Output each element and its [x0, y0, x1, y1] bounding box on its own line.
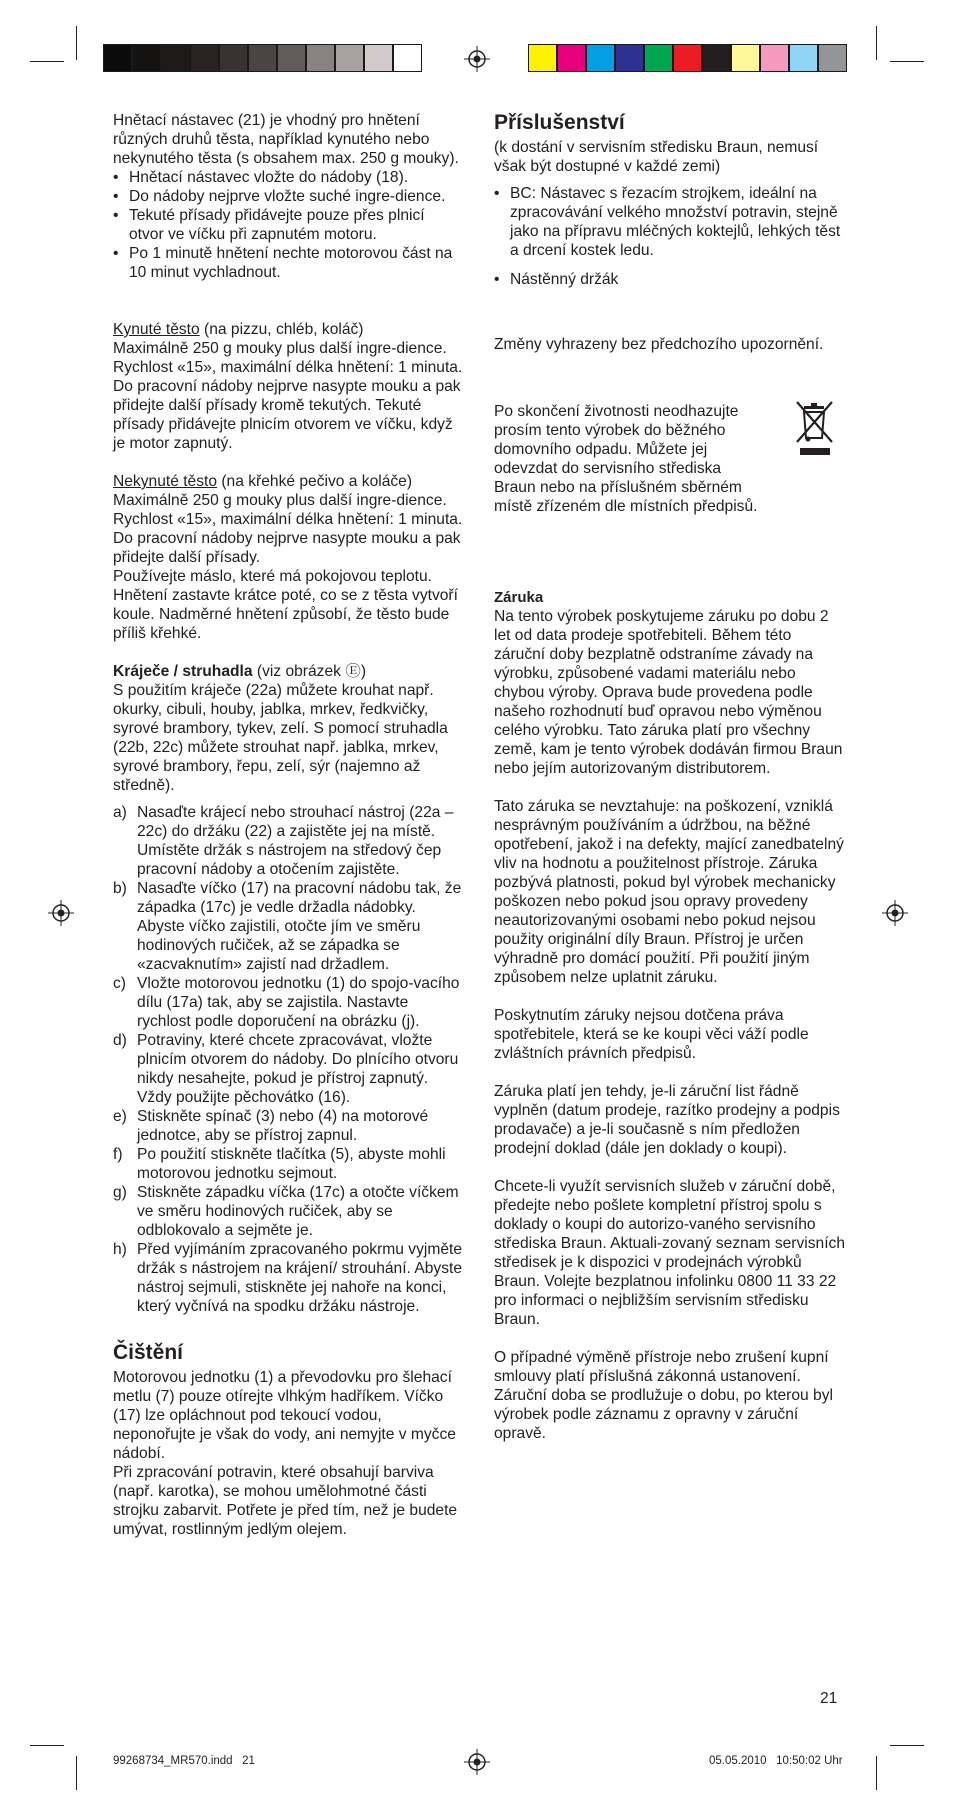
list-item: • Nástěnný držák — [494, 271, 619, 288]
color-swatch — [731, 44, 760, 72]
crossed-bin-icon — [792, 400, 838, 462]
color-swatch — [789, 44, 818, 72]
list-item: • BC: Nástavec s řezacím strojkem, ideální na zpracovávání velkého množství potravin, stejně jako na přípravu mléčných koktejlů, lehkých těst a drcení kostek ledu. — [494, 185, 841, 259]
color-swatch — [335, 44, 364, 72]
color-swatch — [306, 44, 335, 72]
slicer-heading: Kráječe / struhadla (viz obrázek Ⓔ) — [113, 663, 367, 680]
warranty-text: O případné výměně přístroje nebo zrušení kupní smlouvy platí příslušná zákonná ustanovení. Záruční doba se prodlužuje o dobu, po kterou byl výrobek podle záznamu z opravny v záruční opravě. — [494, 1349, 833, 1442]
crop-mark — [76, 1756, 77, 1790]
list-item: b) Nasaďte víčko (17) na pracovní nádobu tak, že západka (17c) je vedle držadla nádobky. Abyste víčko zajistili, otočte jím ve směru hodinových ručiček, až se západka se «zacvaknutím» zajistí nad držadlem. — [113, 880, 462, 973]
color-swatch — [673, 44, 702, 72]
list-item: • Hnětací nástavec vložte do nádoby (18). — [113, 169, 409, 186]
crop-mark — [30, 61, 64, 62]
registration-mark-icon — [48, 900, 74, 926]
footer-file-info: 99268734_MR570.indd 21 — [113, 1755, 255, 1767]
nonyeast-dough-heading: Nekynuté těsto (na křehké pečivo a koláče) — [113, 473, 413, 490]
warranty-heading: Záruka — [494, 589, 544, 606]
color-swatch — [277, 44, 306, 72]
color-swatch — [557, 44, 586, 72]
color-swatch — [528, 44, 557, 72]
crop-mark — [876, 26, 877, 60]
crop-mark — [30, 1745, 64, 1746]
color-swatch — [190, 44, 219, 72]
yeast-dough-text: Maximálně 250 g mouky plus další ingre-dience. Rychlost «15», maximální délka hnětení: 1 minuta. — [113, 340, 463, 376]
color-swatch — [161, 44, 190, 72]
color-swatch — [393, 44, 422, 72]
nonyeast-dough-text: Maximálně 250 g mouky plus další ingre-dience. Rychlost «15», maximální délka hnětení: 1 minuta. — [113, 492, 463, 528]
list-item: a) Nasaďte krájecí nebo strouhací nástroj (22a – 22c) do držáku (22) a zajistěte jej na místě. Umístěte držák s nástrojem na středový čep pracovní nádoby a otočením zajistěte. — [113, 804, 454, 878]
yeast-dough-text: Do pracovní nádoby nejprve nasypte mouku a pak přidejte další přísady kromě tekutých. Tekuté přísady přidávejte plnicím otvorem ve víčku, když je motor zapnutý. — [113, 378, 461, 452]
warranty-text: Tato záruka se nevztahuje: na poškození, vzniklá nesprávným používáním a údržbou, na běžné opotřebení, jakož i na defekty, mající zanedbatelný vliv na hodnotu a použitelnost přístroje. Záruka pozbývá platnosti, pokud byl výrobek mechanicky poškozen nebo pokud jsou opravy provedeny neautorizovanými osobami nebo pokud nejsou použity originální díly Braun. Přístroj je určen výhradně pro domácí použití. Při použití jiným způsobem nelze uplatnit záruku. — [494, 798, 844, 986]
page-number: 21 — [820, 1690, 838, 1707]
right-column — [494, 110, 846, 1443]
changes-notice: Změny vyhrazeny bez předchozího upozornění. — [494, 336, 824, 353]
crop-mark — [890, 61, 924, 62]
left-column — [113, 111, 463, 1539]
list-item: h) Před vyjímáním zpracovaného pokrmu vyjměte držák s nástrojem na krájení/ strouhání. Abyste nástroj sejmuli, stiskněte jej nahoře na konci, který vyčnívá na spodku držáku nástroje. — [113, 1241, 463, 1315]
warranty-text: Záruka platí jen tehdy, je-li záruční list řádně vyplněn (datum prodeje, razítko prodejny a podpis prodavače) a je-li současně s ním předložen prodejní doklad (dále jen doklady o koupi). — [494, 1083, 840, 1157]
cleaning-heading: Čištění — [113, 1341, 184, 1364]
color-swatch — [644, 44, 673, 72]
crop-mark — [876, 1756, 877, 1790]
disposal-text: Po skončení životnosti neodhazujte prosím tento výrobek do běžného domovního odpadu. Můžete jej odevzdat do servisního střediska Braun nebo na příslušném sběrném místě zřízeném dle místních předpisů. — [494, 403, 758, 515]
list-item: f) Po použití stiskněte tlačítka (5), abyste mohli motorovou jednotku sejmout. — [113, 1146, 446, 1182]
disposal-block — [494, 402, 846, 516]
registration-mark-icon — [464, 1749, 490, 1775]
list-item: • Do nádoby nejprve vložte suché ingre-dience. — [113, 188, 446, 205]
list-item: g) Stiskněte západku víčka (17c) a otočte víčkem ve směru hodinových ručiček, aby se odblokovalo a sejměte je. — [113, 1184, 459, 1239]
registration-mark-icon — [464, 46, 490, 72]
process-colorbar — [528, 44, 847, 76]
color-swatch — [219, 44, 248, 72]
color-swatch — [615, 44, 644, 72]
list-item: d) Potraviny, které chcete zpracovávat, vložte plnicím otvorem do nádoby. Do plnícího otvoru nikdy nesahejte, pokud je přístroj zapnutý. Vždy použijte pěchovátko (16). — [113, 1032, 459, 1106]
color-swatch — [818, 44, 847, 72]
crop-mark — [890, 1745, 924, 1746]
yeast-dough-heading: Kynuté těsto (na pizzu, chléb, koláč) — [113, 321, 364, 338]
list-item: e) Stiskněte spínač (3) nebo (4) na motorové jednotce, aby se přístroj zapnul. — [113, 1108, 429, 1144]
list-item: c) Vložte motorovou jednotku (1) do spojo-vacího dílu (17a) tak, aby se zajistila. Nastavte rychlost podle doporučení na obrázku (j). — [113, 975, 460, 1030]
warranty-text: Chcete-li využít servisních služeb v záruční době, předejte nebo pošlete kompletní přístroj spolu s doklady o koupi do autorizo-vaného servisního střediska Braun. Aktuali-zovaný seznam servisních středisek je k dispozici v prodejnách výrobků Braun. Volejte bezplatnou infolinku 0800 11 33 22 pro informaci o nejbližším servisním středisku Braun. — [494, 1178, 846, 1328]
accessories-note: (k dostání v servisním středisku Braun, nemusí však být dostupné v každé zemi) — [494, 139, 819, 175]
list-item: • Po 1 minutě hnětení nechte motorovou část na 10 minut vychladnout. — [113, 245, 453, 281]
kneading-intro: Hnětací nástavec (21) je vhodný pro hnětení různých druhů těsta, například kynutého nebo nekynutého těsta (s obsahem max. 250 g mouky). — [113, 112, 459, 167]
cleaning-text: Motorovou jednotku (1) a převodovku pro šlehací metlu (7) pouze otírejte vlhkým hadříkem. Víčko (17) lze opláchnout pod tekoucí vodou, neponořujte je však do vody, ani nemyjte v myčce nádobí. — [113, 1369, 456, 1462]
nonyeast-dough-text: Používejte máslo, které má pokojovou teplotu. Hnětení zastavte krátce poté, co se z těsta vytvoří koule. Nadměrné hnětení způsobí, že těsto bude příliš křehké. — [113, 568, 458, 642]
grayscale-colorbar — [103, 44, 422, 76]
color-swatch — [586, 44, 615, 72]
warranty-text: Poskytnutím záruky nejsou dotčena práva spotřebitele, která se ke koupi věci váží podle zvláštních právních předpisů. — [494, 1007, 809, 1062]
color-swatch — [760, 44, 789, 72]
slicer-text: S použitím kráječe (22a) můžete krouhat např. okurky, cibuli, houby, jablka, mrkev, ředkvičky, syrové brambory, tykev, zelí. S pomocí struhadla (22b, 22c) můžete strouhat např. jablka, mrkev, syrové brambory, řepu, zelí, sýr (najemno až středně). — [113, 682, 448, 794]
registration-mark-icon — [882, 900, 908, 926]
list-item: • Tekuté přísady přidávejte pouze přes plnicí otvor ve víčku při zapnutém motoru. — [113, 207, 425, 243]
color-swatch — [364, 44, 393, 72]
crop-mark — [76, 26, 77, 60]
warranty-text: Na tento výrobek poskytujeme záruku po dobu 2 let od data prodeje spotřebiteli. Během této záruční doby bezplatně odstraníme závady na výrobku, způsobené vadami materiálu nebo chybou výroby. Oprava bude provedena podle našeho rozhodnutí buď opravou nebo výměnou celého výrobku. Tato záruka platí pro všechny země, kam je tento výrobek dodáván firmou Braun nebo jejím autorizovaným distributorem. — [494, 608, 843, 777]
color-swatch — [132, 44, 161, 72]
nonyeast-dough-text: Do pracovní nádoby nejprve nasypte mouku a pak přidejte další přísady. — [113, 530, 461, 566]
footer-timestamp: 05.05.2010 10:50:02 Uhr — [709, 1755, 843, 1767]
cleaning-text: Při zpracování potravin, které obsahují barviva (např. karotka), se mohou umělohmotné části strojku zabarvit. Potřete je před tím, než je budete umývat, rostlinným jedlým olejem. — [113, 1464, 458, 1538]
color-swatch — [103, 44, 132, 72]
color-swatch — [248, 44, 277, 72]
accessories-heading: Příslušenství — [494, 111, 625, 134]
color-swatch — [702, 44, 731, 72]
